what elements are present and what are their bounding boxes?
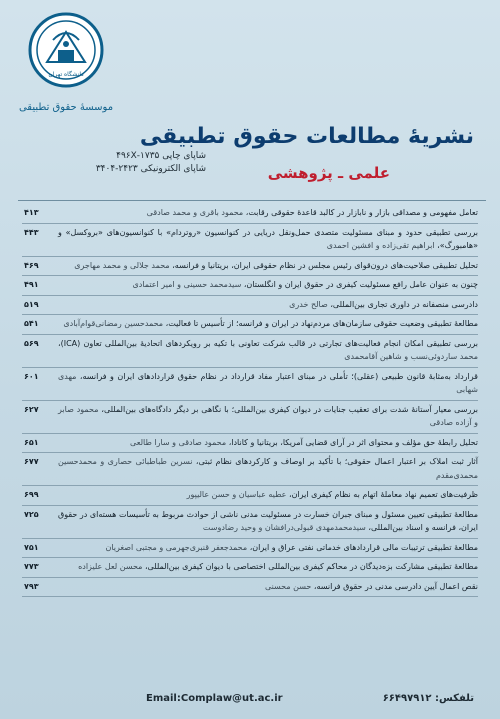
toc-entry-title <box>58 436 478 450</box>
toc-entry[interactable] <box>22 453 478 486</box>
toc-entry[interactable] <box>22 296 478 316</box>
toc-entry[interactable] <box>22 578 478 598</box>
article-title: نقص اعمال آیین دادرسی مدنی در حقوق فرانسه، <box>313 581 478 591</box>
article-page-number: ۵۴۱ <box>24 319 39 328</box>
toc-entry-title <box>58 580 478 594</box>
article-page-number: ۶۵۱ <box>24 437 39 447</box>
toc-entry[interactable] <box>22 368 478 401</box>
article-authors: عطیه عباسیان و حسن عالیپور <box>186 490 287 499</box>
toc-entry[interactable] <box>22 204 478 224</box>
journal-subtitle: علمی ـ پژوهشی <box>267 164 390 182</box>
logo-caption: موسسۀ حقوق تطبیقی <box>18 102 114 113</box>
emblem-text: دانشگاه تهران <box>48 71 84 78</box>
toc-entry[interactable] <box>22 257 478 277</box>
article-authors: محمود باقری و محمد صادقی <box>146 208 244 217</box>
toc-entry-title <box>58 508 478 535</box>
article-page-number: ۷۷۳ <box>24 562 39 571</box>
article-title: مطالعهٔ تطبیقی مشارکت بزه‌دیدگان در محاکم کیفری بین‌المللی اختصاصی با دیوان کیفری بین‌المللی، <box>144 562 478 571</box>
toc-entry[interactable] <box>22 276 478 296</box>
article-title: چنون به عنوان عامل رافع مسئولیت کیفری در حقوق ایران و انگلستان، <box>243 280 478 289</box>
toc-entry-title <box>58 298 478 312</box>
article-authors: حسن محسنی <box>264 581 312 591</box>
toc-entry[interactable] <box>22 401 478 434</box>
article-page-number: ۴۴۳ <box>24 227 39 237</box>
article-title: مطالعهٔ تطبیقی تعیین مسئول و مبنای جبران خسارت در مسئولیت مدنی ناشی از حوادث مربوط به تأسیسات هسته‌ای در حقوق ایران، فرانسه و اسناد بین‌المللی، <box>58 509 478 532</box>
article-page-number: ۴۱۳ <box>24 208 39 217</box>
article-page-number: ۶۰۱ <box>24 371 39 381</box>
article-title: تحلیل تطبیقی صلاحیت‌های درون‌قوای رئیس مجلس در نظام حقوقی ایران، بریتانیا و فرانسه، <box>172 260 478 270</box>
article-page-number: ۶۲۷ <box>24 404 39 414</box>
toc-entry[interactable] <box>22 506 478 539</box>
article-page-number: ۷۵۱ <box>24 542 39 552</box>
article-page-number: ۴۹۱ <box>24 280 39 289</box>
article-page-number: ۷۹۳ <box>24 581 39 591</box>
article-authors: نسرین طباطبائی حصاری و محمدحسین محمدی‌مقدم <box>58 457 478 480</box>
article-page-number: ۵۱۹ <box>24 299 39 309</box>
toc-entry-title <box>58 541 478 555</box>
contact-phone: تلفکس: ۶۶۴۹۷۹۱۲ <box>382 693 474 704</box>
toc-entry[interactable] <box>22 315 478 335</box>
article-page-number: ۶۹۹ <box>24 490 39 499</box>
article-title: بررسی تطبیقی امکان انجام فعالیت‌های تجارتی در قالب شرکت تعاونی با تکیه بر رویکردهای اتحادیهٔ بین‌المللی تعاون (ICA)، <box>58 338 478 348</box>
toc-entry-title <box>58 560 478 574</box>
toc-entry-title <box>58 370 478 397</box>
toc-entry[interactable] <box>22 224 478 257</box>
article-title: آثار ثبت املاک بر اعتبار اعمال حقوقی؛ با تأکید بر اوصاف و کارکردهای نظام ثبتی، <box>195 457 479 466</box>
toc-entry-title <box>58 317 478 331</box>
article-title: قرارداد به‌مثابهٔ قانون طبیعی (عقلی)؛ تأملی در مبنای اعتبار مفاد قرارداد در نظام حقوق قراردادهای ایران و فرانسه، <box>79 371 479 381</box>
article-authors: محمدحسین رمضانی‌قوام‌آبادی <box>63 319 164 328</box>
toc-entry[interactable] <box>22 486 478 506</box>
article-authors: صالح خدری <box>289 299 328 309</box>
article-page-number: ۷۲۵ <box>24 509 39 519</box>
toc-entry-title <box>58 337 478 364</box>
toc-entry-title <box>58 488 478 502</box>
toc-entry-title <box>58 278 478 292</box>
toc-entry[interactable] <box>22 539 478 559</box>
article-title: ظرفیت‌های تعمیم نهاد معاملهٔ اتهام به نظام کیفری ایران، <box>288 490 478 499</box>
article-title: دادرسی منصفانه در داوری تجاری بین‌المللی، <box>330 299 478 309</box>
toc-entry-title <box>58 206 478 220</box>
issn-block <box>36 150 206 176</box>
contact-email: Email:Complaw@ut.ac.ir <box>146 693 283 704</box>
article-authors: محمود صادقی و سارا طالعی <box>130 437 227 447</box>
toc-entry[interactable] <box>22 558 478 578</box>
article-authors: محمد جلالی و محمد مهاجری <box>74 260 170 270</box>
toc-entry[interactable] <box>22 434 478 454</box>
article-authors: مهدی شهابی <box>58 371 478 394</box>
journal-title: نشریهٔ مطالعات حقوق تطبیقی <box>139 124 474 149</box>
toc-entry-title <box>58 259 478 273</box>
toc-entry[interactable] <box>22 335 478 368</box>
table-of-contents <box>22 204 478 597</box>
article-authors: سیدمحمد حسینی و امیر اعتمادی <box>132 280 242 289</box>
article-title: تحلیل رابطهٔ حق مؤلف و محتوای اثر در آرای قضایی آمریکا، بریتانیا و کانادا، <box>228 437 478 447</box>
article-authors: محمدجعفر قنبری‌جهرمی و مجتبی اصغریان <box>105 542 248 552</box>
article-page-number: ۴۶۹ <box>24 260 39 270</box>
issn-online: شاپای الکترونیکی ۲۴۲۳-۳۴۰۴ <box>95 164 206 174</box>
article-title: بررسی تطبیقی حدود و مبنای مسئولیت متصدی حمل‌ونقل دریایی در کنوانسیون «روتردام» با کنوانسیون‌های «بروکسل» و «هامبورگ»، <box>58 227 478 250</box>
article-authors: محمد ساردوئی‌نسب و شاهین آقامحمدی <box>344 352 478 361</box>
toc-entry-title <box>58 226 478 253</box>
article-page-number: ۶۷۷ <box>24 457 39 466</box>
toc-entry-title <box>58 403 478 430</box>
article-page-number: ۵۶۹ <box>24 338 39 348</box>
article-title: مطالعهٔ تطبیقی وضعیت حقوقی سازمان‌های مردم‌نهاد در ایران و فرانسه؛ از تأسیس تا فعالیت، <box>165 319 478 328</box>
article-title: تعامل مفهومی و مصداقی بازار و نابازار در کالبد قاعدهٔ حقوقی رقابت، <box>245 208 478 217</box>
article-authors: سیدمحمدمهدی قبولی‌درافشان و وحید رضادوست <box>202 523 366 532</box>
article-title: مطالعهٔ تطبیقی ترتیبات مالی قراردادهای خدماتی نفتی عراق و ایران، <box>249 542 478 552</box>
article-authors: محسن لعل علیزاده <box>78 562 143 571</box>
university-logo <box>18 10 114 122</box>
article-authors: ابراهیم تقی‌زاده و افشین احمدی <box>326 241 435 250</box>
article-title: بررسی معیار آستانهٔ شدت برای تعقیب جنایات در دیوان کیفری بین‌المللی؛ با نگاهی بر دیگر دادگاه‌های بین‌المللی، <box>101 404 479 414</box>
article-authors: محمود صابر و آزاده صادقی <box>58 404 478 427</box>
issn-print: شاپای چاپی ۱۷۳۵-۴۹۶X <box>116 151 206 161</box>
toc-entry-title <box>58 455 478 482</box>
university-emblem-icon <box>27 10 105 100</box>
